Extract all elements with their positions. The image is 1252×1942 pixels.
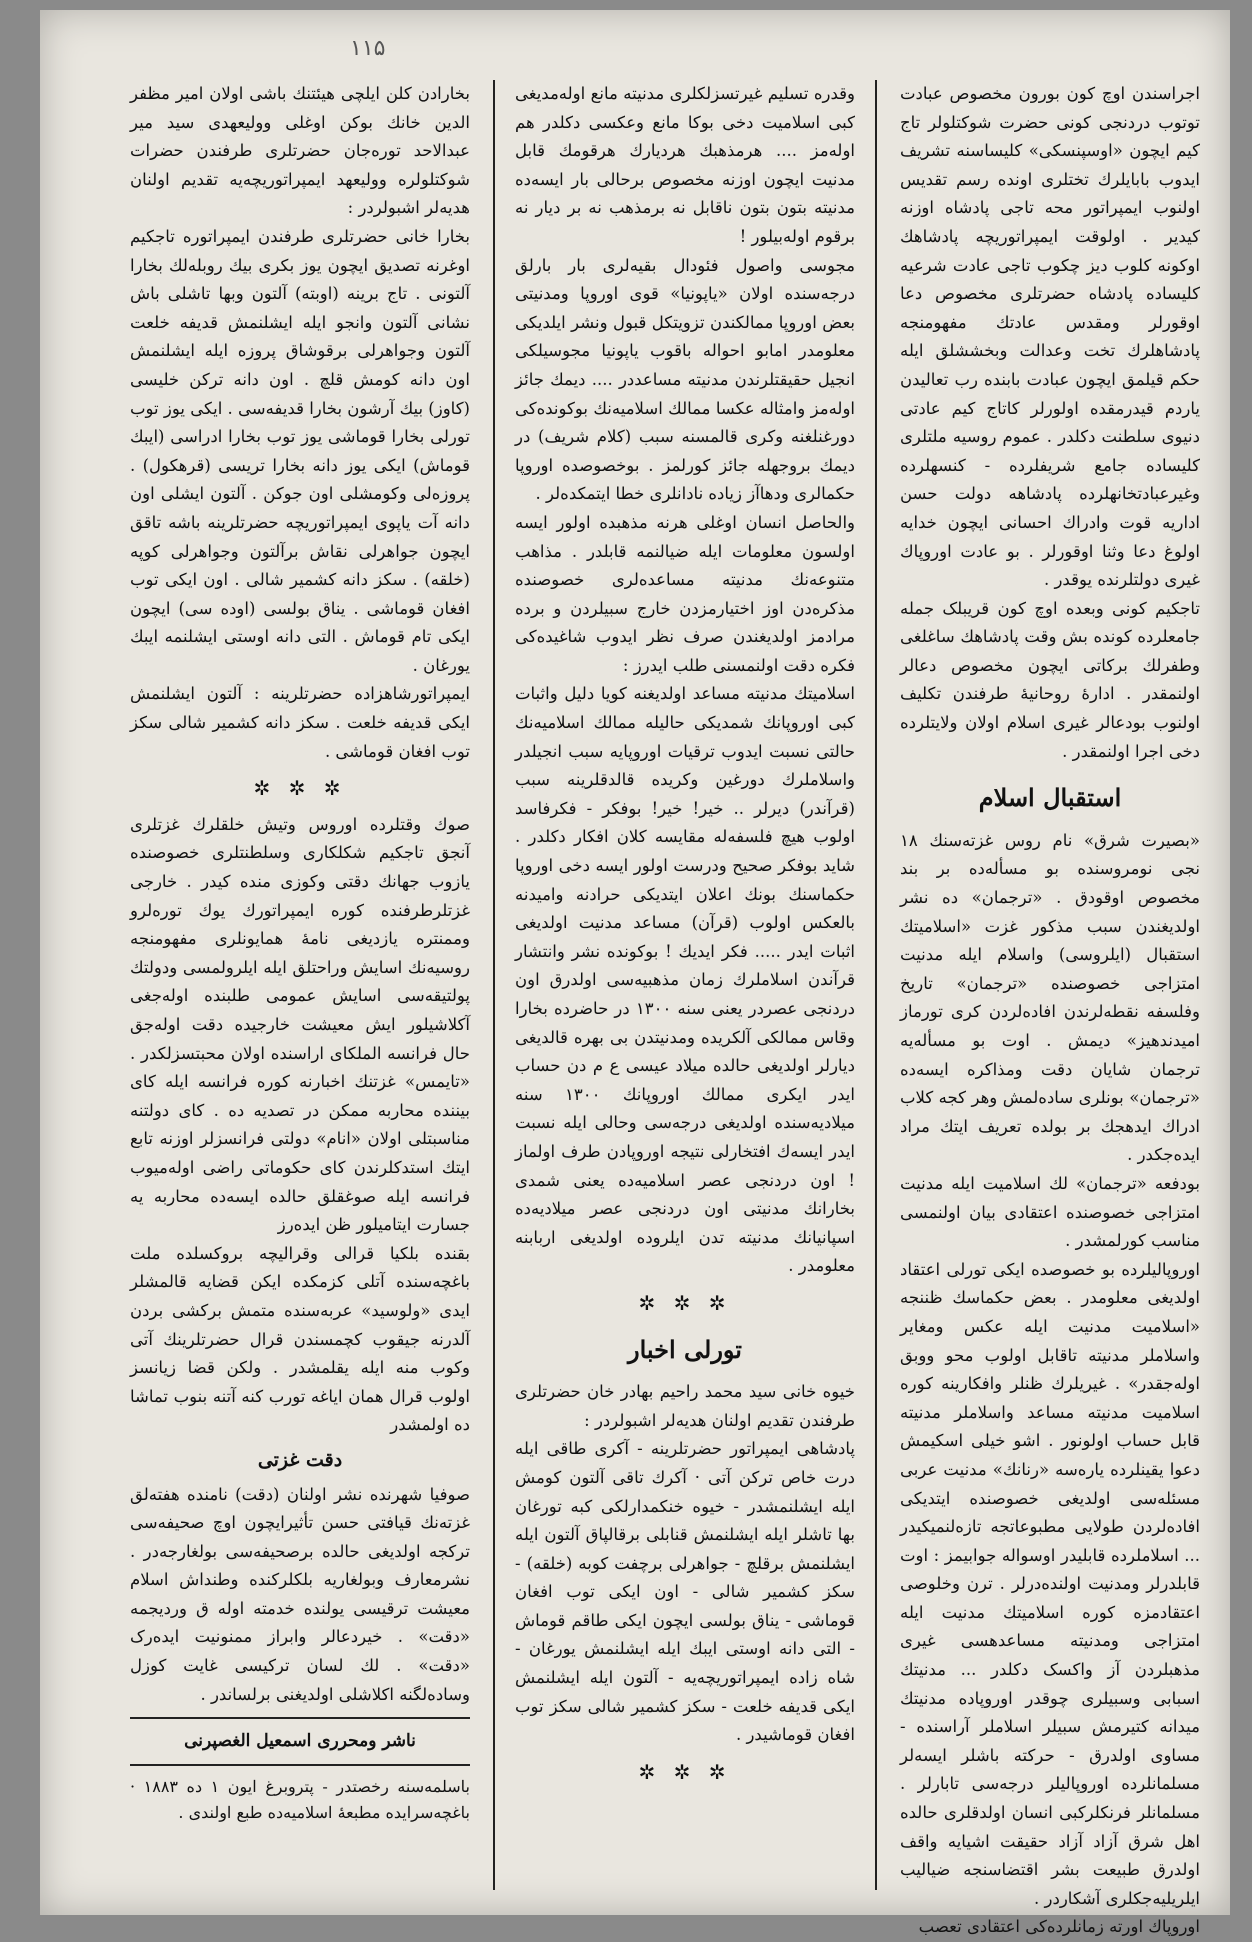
section-title-dikkat-gazetesi: دقت غزتی (257, 1448, 343, 1471)
middle-paragraph-1: وقدره تسلیم غیرتسزلکلری مدنیته مانع اوله‌مدیغی کبی اسلامیت دخی بوکا مانع وعکسی دکلدر هم اوله‌مز .... هرمذهبك هردیارك هرقومك قابل مدنیت ایچون اوزنه مخصوص برحالی بار ایسه‌ده مدنیته بتون بتون ناقابل نه برمذهب نه بر دیار نه برقوم اوله‌بیلور ! (515, 84, 855, 246)
left-paragraph-1: بخارادن کلن ایلچی هیئتنك باشی اولان امیر مظفر الدین خانك بوکن اوغلی وولیعهدی سید میر عبدالاحد توره‌جان حضرتلری طرفندن حضرات شوکتلولره وولیعهد ایمپراتوریچه‌یه تقدیم اولنان هدیه‌لر اشبولردر : (130, 84, 470, 218)
divider-rule (130, 1764, 470, 1766)
left-paragraph-3: ایمپراتورشاهزاده حضرتلرینه : آلتون ایشلنمش ایکی قدیفه خلعت . سکز دانه کشمیر شالی سکز توب افغان قوماشی . (130, 684, 470, 761)
middle-paragraph-4: اسلامیتك مدنیته مساعد اولدیغنه کویا دلیل واثبات کبی اوروپانك شمدیکی حالیله ممالك اسلامیه‌نك حالتی نسبت ایدوب ترقیات اوروپایه سبب انجیلدر واسلاملرك دورغین وکریده قالدقلرینه سبب (قرآندر) دیرلر .. خیر! خیر! بوفکر - فکرفاسد اولوب هیچ فلسفه‌له مقایسه کلان افکار دکلدر . شاید بوفکر صحیح ودرست اولور ایسه دخی اوروپا حکماسنك بونك اعلان ایتدیکی حرادنه وامیدنه بالعکس اولوب (قرآن) مساعد مدنیت اولدیغی اثبات ایدر ..... فکر ایدیك ! بوکونده نشر وانتشار قرآندن اسلاملرك زمان مذهبیه‌سی اولدرق اون دردنجی عصردر یعنی سنه ۱۳۰۰ در حاضرده بخارا وقاس ممالکی آلکریده ومدنیتدن بی بهره قالدیغی دیارلر اولدیغی حالده میلاد عیسی ع م دن حساب ایدر ایکری ممالك اوروپانك ۱۳۰۰ سنه میلادیه‌سنده اولدیغی درجه‌سی وحالی ایله نسبت ایدر ایسه‌ك افتخارلی نتیجه اوروپادن طرف اولماز ! اون دردنجی عصر اسلامیه‌ده یعنی شمدی بخارانك مدنیتی اون دردنجی عصر میلادیه‌ده اسپانیانك مدنیته تدن ایلروده اولدیغی اربابنه معلومدر . (515, 684, 855, 1276)
right-paragraph-5: اوروپالیلرده بو خصوصده ایکی تورلی اعتقاد اولدیغی معلومدر . بعض حکماسك ظننجه «اسلامیت مدنیت ایله عکس ومغایر واسلاملر مدنیته تاقابل اولوب محو ووبق اوله‌جقدر» . غیریلرك ظنلر وافکارینه کوره اسلامیت مدنیته مساعد واسلاملر مدنیته قابل حساب اولونور . اشو خیلی اسکیمش دعوا یقینلرده یاره‌سه «رنانك» مدنیت عربی مسئله‌سی اولدیغی خصوصنده ایتدیکی افاده‌لردن طولایی مطبوعاتجه تازه‌لنمیکیدر ... اسلاملرده قابلیدر اوسواله جوابیمز : اوت قابلدرلر ومدنیت اولنده‌درلر . ترن وخلوصی اعتقادمزه کوره اسلامیتك مدنیت ایله امتزاجی ومدنیته مساعدهسی غیری مذهبلردن آز واکسک دکلدر ... مدنیتك اسبابی وسبیلری چوقدر اوروپاده مدنیتك میدانه کتیرمش سبیلر اسلاملر آراسنده - مساوی اولدرق - حرکته باشلر ایسه‌لر مسلمانلرده اوروپالیلر درجه‌سی تابارلر . مسلمانلر فرنکلرکبی انسان اولدقلری حالده اهل شرق آزاد آزاد حقیقت اشیایه واقف اولدرق طبیعت بشر اقتضاسنجه ضیالیب ایلریلیه‌جکلری آشکاردر . (900, 1259, 1200, 1908)
middle-paragraph-2: مجوسی واصول فئودال بقیه‌لری بار بارلق درجه‌سنده اولان «یاپونیا» قوی اوروپا ومدنیتی بعض اوروپا ممالکندن تزو‌یتکل قبول ونشر ایلدیکی معلومدر امابو احواله باقوب یاپونیا مجوسیلکی انجیل حقیقتلرندن مدنیته مساعددر .... دیمك جائز اوله‌مز وامثاله عکسا ممالك اسلامیه‌نك بوکونده‌کی دورغنلغنه وکری قالمسنه سبب (کلام شریف) در دیمك بروجهله جائز کورلمز . بوخصوصده اوروپا حکمالری ودهاآز زیاده نادانلری خطا ایتمکده‌لر . (515, 255, 855, 504)
left-paragraph-4: صوك وقتلرده اوروس وتیش خلقلرك غزتلری آنجق تاجکیم شکلکاری وسلطنتلری خصوصنده یازوب جهانك دقتی وکوزی منده کیدر . خارجی غزتلرطرفنده کوره ایمپراتورك یوك توره‌لرو وممنتره یازدیغی نامهٔ همایونلری مفهومنجه روسیه‌نك اسایش وراحتلق ایله ایلرولمسی ودولتك پولتیقه‌سی اسایش عمومی طلبنده اوله‌جغی آکلاشیلور ایش معیشت خارجیده دقت اوله‌جق حال فرانسه الملکای اراسنده اولان محبتسزلکدر . «تایمس» غزتنك اخبارنه کوره فرانسه ایله کای بیننده محاربه ممکن در تصدیه ده . کای دولتنه مناسبتلی اولان «انام» دولتی فرانسزلر اوزنه تابع ایتك استدکلرندن کای حکوماتی راضی اوله‌میوب فرانسه ایله صوغقلق حالده ایسه‌ده محاربه یه جسارت ایتامیلور ظن ایده‌رز (130, 814, 470, 1235)
section-title-turli-akhbar: تورلی اخبار (628, 1334, 742, 1364)
right-paragraph-6: اوروپاك اورته زمانلرده‌کی اعتقادی تعصب (918, 1917, 1200, 1937)
right-paragraph-2: تاجکیم کونی وبعده اوچ کون قریبلک جمله جامعلرده کونده بش وقت پادشاهك ساغلغی وطفرلك برکاتی ایچون مخصوص دعالر اولنمقدر . ادارهٔ روحانیهٔ طرفندن تکلیف اولنوب بودعالر غیری اسلام اولان ولایتلرده دخی اجرا اولنمقدر . (900, 598, 1200, 761)
left-paragraph-2: بخارا خانی حضرتلری طرفندن ایمپراتوره تاجکیم اوغرنه تصدیق ایچون یوز بکری بیك روبله‌لك بخارا آلتونی . تاج برینه (اوبته) آلتون وبها تاشلی باش نشانی آلتون وانجو ایله ایشلنمش قدیفه خلعت آلتون وجواهرلی برقوشاق پروزه ایله ایشلنمش اون دانه کومش قلچ . اون دانه ترکن خلیسی (کاوز) بیك آرشون بخارا قدیفه‌سی . ایکی یوز توب تورلی بخارا قوماشی یوز توب بخارا ادراسی (ایبك قوماش) ایکی یوز دانه بخارا تریسی (قرهکول) . پروزه‌لی وکومشلی اون جوکن . آلتون ایشلی اون دانه آت یاپوی ایمپراتوریچه حضرتلرینه باشه تاقق ایچون جواهرلی نقاش برآلتون وجواهرلی کوپه (خلقه) . سکز دانه کشمیر شالی . اون ایکی توب افغان قوماشی . یناق بولسی (اوده سی) ایچون ایکی تام قوماش . التی دانه اوستی ایشلنمه ایبك یورغان . (130, 226, 470, 675)
left-column (130, 80, 470, 1890)
middle-column (515, 80, 855, 1890)
middle-paragraph-5: خیوه خانی سید محمد راحیم بهادر خان حضرتلری طرفندن تقدیم اولنان هدیه‌لر اشبولردر : (515, 1382, 855, 1430)
column-divider-left (493, 80, 495, 1890)
right-column (900, 80, 1200, 1937)
star-divider-icon: ✲ ✲ ✲ (638, 1290, 732, 1315)
column-divider-right (875, 80, 877, 1890)
left-paragraph-7: صوفیا شهرنده نشر اولنان (دقت) نامنده هفته‌لق غزته‌نك قیافتی حسن تأثیرایچون اوچ صحیفه‌سی ترکجه اولدیغی حالده برصحیفه‌سی بولغارجه‌در . نشرمعارف وبولغاریه بلکلرکنده وطنداش اسلام معیشت ترقیسی یولنده خدمته اوله ق وردیجمه «دقت» . خیردعالر وابراز ممنونیت ایده‌رک «دقت» . لك لسان ترکیسی غایت کوزل وساده‌لگنه اکلاشلی اولدیغنی برلساندر . (130, 1484, 470, 1704)
publisher-signature: ناشر ومحرری اسمعیل الغصپرنی (184, 1731, 416, 1752)
right-paragraph-4: بودفعه «ترجمان» لك اسلامیت ایله مدنیت امتزاجی خصوصنده اعتقادی بیان اولنمسی مناسب کورلمشدر . (900, 1173, 1200, 1251)
section-title-istikbal-islam: استقبال اسلام (978, 783, 1122, 813)
page-number: ۱۱۵ (350, 36, 386, 61)
divider-rule (130, 1717, 470, 1719)
star-divider-icon: ✲ ✲ ✲ (253, 776, 347, 801)
right-paragraph-1: اجراسندن اوچ کون بورون مخصوص عبادت توتوب دردنجی کونی حضرت شوکتلولر تاج کیم ایچون «اوسپنسکی» کلیساسنه تشریف ایدوب بابایلرك تختلری اونده رسم تقدیس اولنوب ایمپراتور محه تاجی پادشاه اوزنه کیدیر . اولوقت ایمپراتوریچه پادشاهك اوکونه کلوب دیز چکوب تاجی عادت شرعیه کلیساده پادشاه حضرتلری مخصوص دعا اوقورلر ومقدس عادتك مفهومنجه پادشاهلرك تخت وعدالت وبخششلق ایله حکم قیلمق ایچون عبادت بابنده رب تعالیدن یاردم قیدرمقده اولورلر کاتاج کیم عادتی دنیوی سلطنت دکلدر . عموم روسیه ملتلری کلیساده جامع شریفلرده - کنسهلرده وغیرعبادتخانهلرده پادشاهه دولت حسن اداریه قوت وادراك احسانی ایچون خدایه اولوغ دعا وثنا اوقورلر . بو عادت اوروپاك غیری دولتلرنده یوقدر . (900, 84, 1200, 590)
imprint-line: باسلمه‌سنه رخصتدر - پتروبرغ ایون ۱ ده ۱۸۸۳ · باغچه‌سرایده مطبعهٔ اسلامیه‌ده طبع اولندی . (130, 1776, 471, 1822)
middle-paragraph-3: والحاصل انسان اوغلی هرنه مذهبده اولور ایسه اولسون معلومات ایله ضیالنمه قابلدر . مذاهب متنوعه‌نك مدنیته مساعده‌لری خصوصنده مذکره‌دن اوز اختیارمزدن خارج سبیلردن و برده مرادمز اولدیغندن صرف نظر ایدوب شاغیده‌کی فکره دقت اولنمسنی طلب ایدرز : (515, 512, 855, 675)
left-paragraph-5: بقنده بلکیا قرالی وقرالیچه بروکسلده ملت باغچه‌سنده آتلی کزمکده ایکن قضایه قالمشلر ایدی «ولوسید» عربه‌سنده متمش برکشی بردن آلدرنه جیقوب کچمسندن قرال حضرتلرینك آتی وکوب منه ایله یقلمشدر . ولکن قضا زیانسز اولوب قرال همان ایاغه تورب کنه آتنه بنوب تماشا ده اولمشدر (130, 1243, 470, 1435)
star-divider-icon: ✲ ✲ ✲ (638, 1759, 732, 1784)
newspaper-page (40, 10, 1230, 1937)
middle-paragraph-6: پادشاهی ایمپراتور حضرتلرینه - آکری طاقی ایله درت خاص ترکن آتی · آکرك تاقی آلتون کومش ایله ایشلنمشدر - خیوه خنکمدارلکی کبه تورغان بها تاشلر ایله ایشلنمش قنابلی برقالپاق آلتون ایله ایشلنمش برقلچ - جواهرلی برچفت کوبه (خلقه) - سکز کشمیر شالی - اون ایکی توب افغان قوماشی - یناق بولسی ایچون ایکی طاقم قوماش - التی دانه اوستی ایبك ایله ایشلنمش یورغان - شاه زاده ایمپراتوریچه‌یه - آلتون ایله ایشلنمش ایکی قدیفه خلعت - سکز کشمیر شالی سکز توب افغان قوماشیدر . (515, 1439, 855, 1745)
right-paragraph-3: «بصیرت شرق» نام روس غزته‌سنك ۱۸ نجی نومروسنده بو مسأله‌ده بر بند مخصوص اوقودق . «ترجمان» ده نشر اولدیغندن سبب مذکور غزت «اسلامیتك استقبال (ایلروسی) واسلام ایله مدنیت امتزاجی خصوصنده «ترجمان» تاریخ وفلسفه نقطه‌لرندن افاده‌لردن کری تورماز امیدندهیز» دیمش . اوت بو مسأله‌یه ترجمان شایان دقت ومذاکره ایسه‌ده «ترجمان» بونلری ساده‌لمش وهر کجه کلاب ادراك ایدهجك بر بولده تعریف ایتك مراد ایده‌جکدر . (900, 830, 1200, 1165)
